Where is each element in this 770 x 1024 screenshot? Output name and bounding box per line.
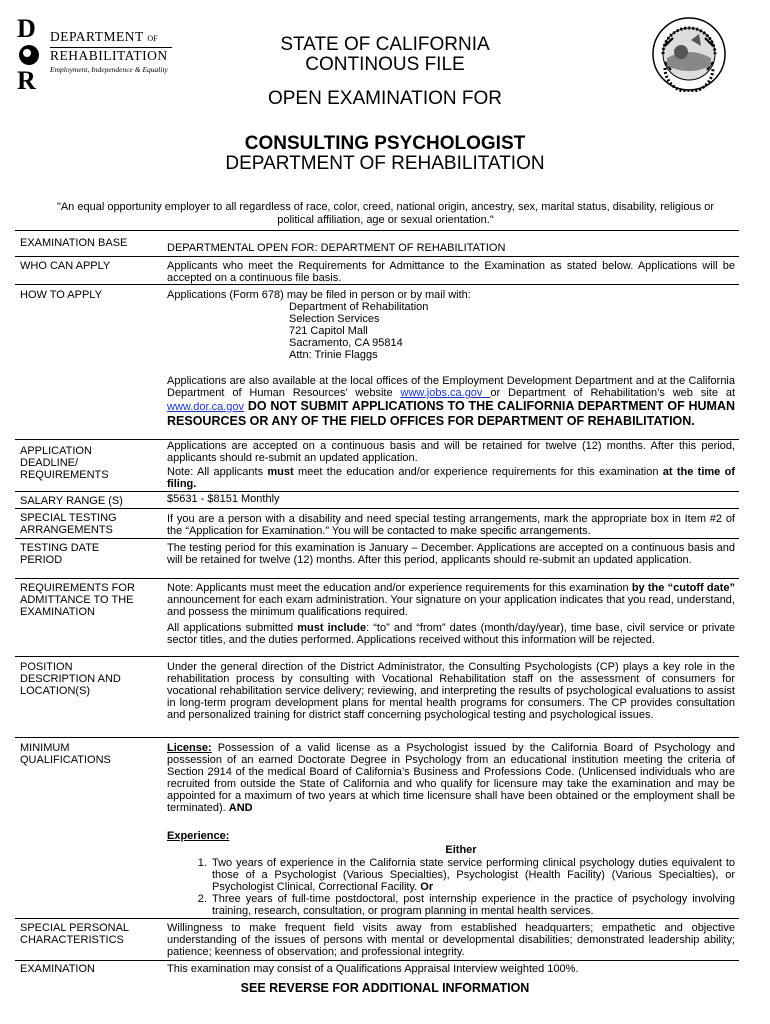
label-requirements: REQUIREMENTS FOR ADMITTANCE TO THE EXAMINATION — [20, 582, 135, 618]
content-salary-range: $5631 - $8151 Monthly — [167, 493, 280, 505]
row-divider — [15, 284, 739, 285]
row-divider — [15, 491, 739, 492]
content-special-personal: Willingness to make frequent field visits away from established headquarters; empathetic and objective understanding of the issues of persons with mental or developmental disabilities; demonstrated leadership ability; patience; keenness of observation; and professional integrity. — [167, 922, 735, 958]
experience-item — [210, 857, 735, 893]
address-line: Sacramento, CA 95814 — [289, 337, 403, 349]
address-block — [167, 301, 735, 361]
how-text: Applications are also available at the local offices of the Employment Development Department and at the California Department of Human Resources’ website — [167, 375, 735, 399]
deadline-text: Applications are accepted on a continuous basis and will be retained for twelve (12) months. After this period, applicants should re-submit an updated application. — [167, 440, 735, 464]
exam-title: CONSULTING PSYCHOLOGIST — [244, 133, 526, 154]
label-special-testing: SPECIAL TESTING ARRANGEMENTS — [20, 512, 117, 536]
experience-label-row — [167, 830, 735, 842]
label-how-to-apply: HOW TO APPLY — [20, 289, 102, 301]
content-who-can-apply: Applicants who meet the Requirements for Admittance to the Examination as stated below. Applications will be accepted on a continuous file basis. — [167, 260, 735, 284]
content-exam-base: DEPARTMENTAL OPEN FOR: DEPARTMENT OF REHABILITATION — [167, 242, 506, 254]
requirements-note — [167, 582, 735, 618]
do-not-submit-warning: DO NOT SUBMIT APPLICATIONS TO THE CALIFORNIA DEPARTMENT OF HUMAN RESOURCES OR ANY OF THE FIELD OFFICES FOR DEPARTMENT OF REHABILITATION. — [167, 399, 735, 428]
note-bold: at the time of filing. — [167, 466, 735, 490]
req-bold: by the “cutoff date” — [631, 582, 735, 594]
dept-line2: REHABILITATION — [50, 48, 168, 63]
label-minimum-qualifications: MINIMUM QUALIFICATIONS — [20, 742, 111, 766]
requirements-include — [167, 622, 735, 646]
row-divider — [15, 230, 739, 231]
req-text: All applications submitted — [167, 622, 298, 634]
experience-item-text: Three years of full-time postdoctoral, post internship experience in the practice of psychology involving training, research, consultation, or program planning in mental health services. — [212, 893, 735, 917]
label-application-deadline: APPLICATION DEADLINE/ REQUIREMENTS — [20, 445, 109, 481]
experience-list — [167, 857, 735, 917]
address-line: 721 Capitol Mall — [289, 325, 368, 337]
license-text: Possession of a valid license as a Psychologist issued by the California Board of Psychology and possession of an earned Doctorate Degree in Psychology from an educational institution meeting the criteria of Section 2914 of the medical Board of California’s Business and Professions Code. (Unlicensed individuals who are recruited from outside the State of California and who qualify for licensure may take the examination and may be appointed for a maximum of two years at which time licensure shall have been obtained or the employment shall be terminated). — [167, 742, 735, 814]
or-label: Or — [420, 881, 434, 893]
content-position: Under the general direction of the District Administrator, the Consulting Psychologists (CP) plays a key role in the rehabilitation process by consulting with Vocational Rehabilitation staff on the assessment of consumers for vocational rehabilitation service delivery; reviewing, and interpreting the results of psychological evaluations to assist in long-term program development plans for mental health programs for consumers. The CP provides consultation and personalized training for district staff concerning psychological testing and psychological issues. — [167, 661, 735, 721]
dept-of: OF — [147, 34, 158, 43]
content-requirements — [167, 582, 735, 646]
header-line1: STATE OF CALIFORNIA — [280, 34, 490, 55]
content-special-testing: If you are a person with a disability and need special testing arrangements, mark the appropriate box in Item #2 of the “Application for Examination.” You will be contacted to make specific arrangements. — [167, 513, 735, 537]
content-minimum-qualifications — [167, 742, 735, 917]
experience-item-text: Two years of experience in the California state service performing clinical psychology duties equivalent to those of a Psychologist (Various Specialties), Psychologist (Health Facility) (Various Specialties), or Psychologist Clinical, Correctional Facility. — [212, 857, 735, 893]
row-divider — [15, 918, 739, 919]
address-line: Department of Rehabilitation — [289, 301, 429, 313]
how-availability — [167, 375, 735, 429]
logo-letter-d: D — [17, 14, 36, 43]
row-divider — [15, 256, 739, 257]
either-label: Either — [445, 844, 477, 856]
content-testing-date: The testing period for this examination is January – December. Applications are accepted on a continuous basis and will be retained for twelve (12) months. After this period, applicants should re-submit an updated application. — [167, 542, 735, 566]
content-how-to-apply — [167, 289, 735, 429]
label-salary-range: SALARY RANGE (S) — [20, 495, 123, 507]
dept-line1: DEPARTMENT — [50, 29, 144, 44]
jobs-ca-gov-link[interactable]: www.jobs.ca.gov — [400, 387, 491, 399]
and-label: AND — [228, 802, 253, 814]
how-intro: Applications (Form 678) may be filed in person or by mail with: — [167, 289, 471, 301]
req-text: announcement for each exam administration. Your signature on your application indicates that you read, understand, and possess the minimum qualifications required. — [167, 594, 735, 618]
row-divider — [15, 578, 739, 579]
label-examination: EXAMINATION — [20, 963, 95, 975]
address-line: Selection Services — [289, 313, 380, 325]
row-divider — [15, 737, 739, 738]
how-text: or Department of Rehabilitation’s web site at — [490, 387, 736, 399]
note-bold: must — [267, 466, 294, 478]
row-divider — [15, 656, 739, 657]
req-bold: must include — [297, 622, 367, 634]
either-row — [167, 844, 735, 856]
license-label: License: — [167, 742, 212, 754]
department-title: DEPARTMENT OF REHABILITATION — [225, 153, 545, 174]
address-line: Attn: Trinie Flaggs — [289, 349, 378, 361]
label-special-personal: SPECIAL PERSONAL CHARACTERISTICS — [20, 922, 129, 946]
row-divider — [15, 960, 739, 961]
note-text: Note: All applicants — [167, 466, 268, 478]
req-text: Note: Applicants must meet the education and/or experience requirements for this examination — [167, 582, 632, 594]
experience-label: Experience: — [167, 830, 230, 842]
deadline-note — [167, 466, 735, 490]
row-divider — [15, 508, 739, 509]
label-testing-date: TESTING DATE PERIOD — [20, 542, 100, 566]
header-line3: OPEN EXAMINATION FOR — [267, 88, 502, 109]
content-examination: This examination may consist of a Qualifications Appraisal Interview weighted 100%. — [167, 963, 579, 975]
label-who-can-apply: WHO CAN APPLY — [20, 260, 111, 272]
req-text: : “to” and “from” dates (month/day/year), time base, civil service or private sector titles, and the duties performed. Applications received without this information will be rejected. — [167, 622, 736, 646]
logo-letter-r: R — [17, 66, 36, 95]
dept-tagline: Employment, Independence & Equality — [50, 65, 168, 74]
content-application-deadline — [167, 440, 735, 490]
eeo-statement: "An equal opportunity employer to all regardless of race, color, creed, national origin, ancestry, sex, marital status, disability, religious or political affiliation, age or sexual orientation." — [56, 201, 715, 226]
label-exam-base: EXAMINATION BASE — [20, 237, 128, 249]
row-divider — [15, 538, 739, 539]
label-position: POSITION DESCRIPTION AND LOCATION(S) — [20, 661, 121, 697]
dor-ca-gov-link[interactable]: www.dor.ca.gov — [167, 401, 245, 413]
experience-item — [210, 893, 735, 917]
header-line2: CONTINOUS FILE — [305, 54, 465, 75]
license-paragraph — [167, 742, 735, 814]
note-text: meet the education and/or experience requirements for this examination — [293, 466, 663, 478]
footer-note: SEE REVERSE FOR ADDITIONAL INFORMATION — [240, 981, 530, 995]
